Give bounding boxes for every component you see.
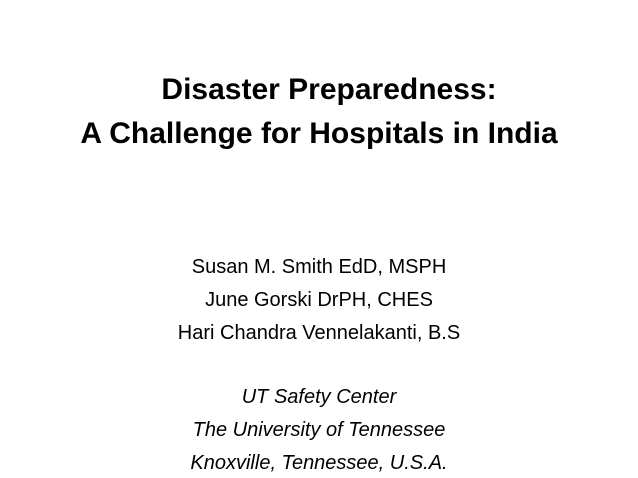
affiliation-location: Knoxville, Tennessee, U.S.A. — [190, 452, 448, 474]
affiliation-center: UT Safety Center — [241, 386, 397, 408]
affiliation — [0, 381, 638, 478]
title-line-2: A Challenge for Hospitals in India — [80, 117, 558, 150]
slide-title — [0, 68, 638, 156]
title-line-1: Disaster Preparedness: — [161, 73, 497, 106]
author-list — [0, 251, 638, 350]
author-name: Hari Chandra Vennelakanti, B.S — [177, 322, 461, 344]
affiliation-university: The University of Tennessee — [192, 419, 446, 441]
author-name: June Gorski DrPH, CHES — [205, 289, 433, 311]
author-name: Susan M. Smith EdD, MSPH — [191, 256, 447, 278]
